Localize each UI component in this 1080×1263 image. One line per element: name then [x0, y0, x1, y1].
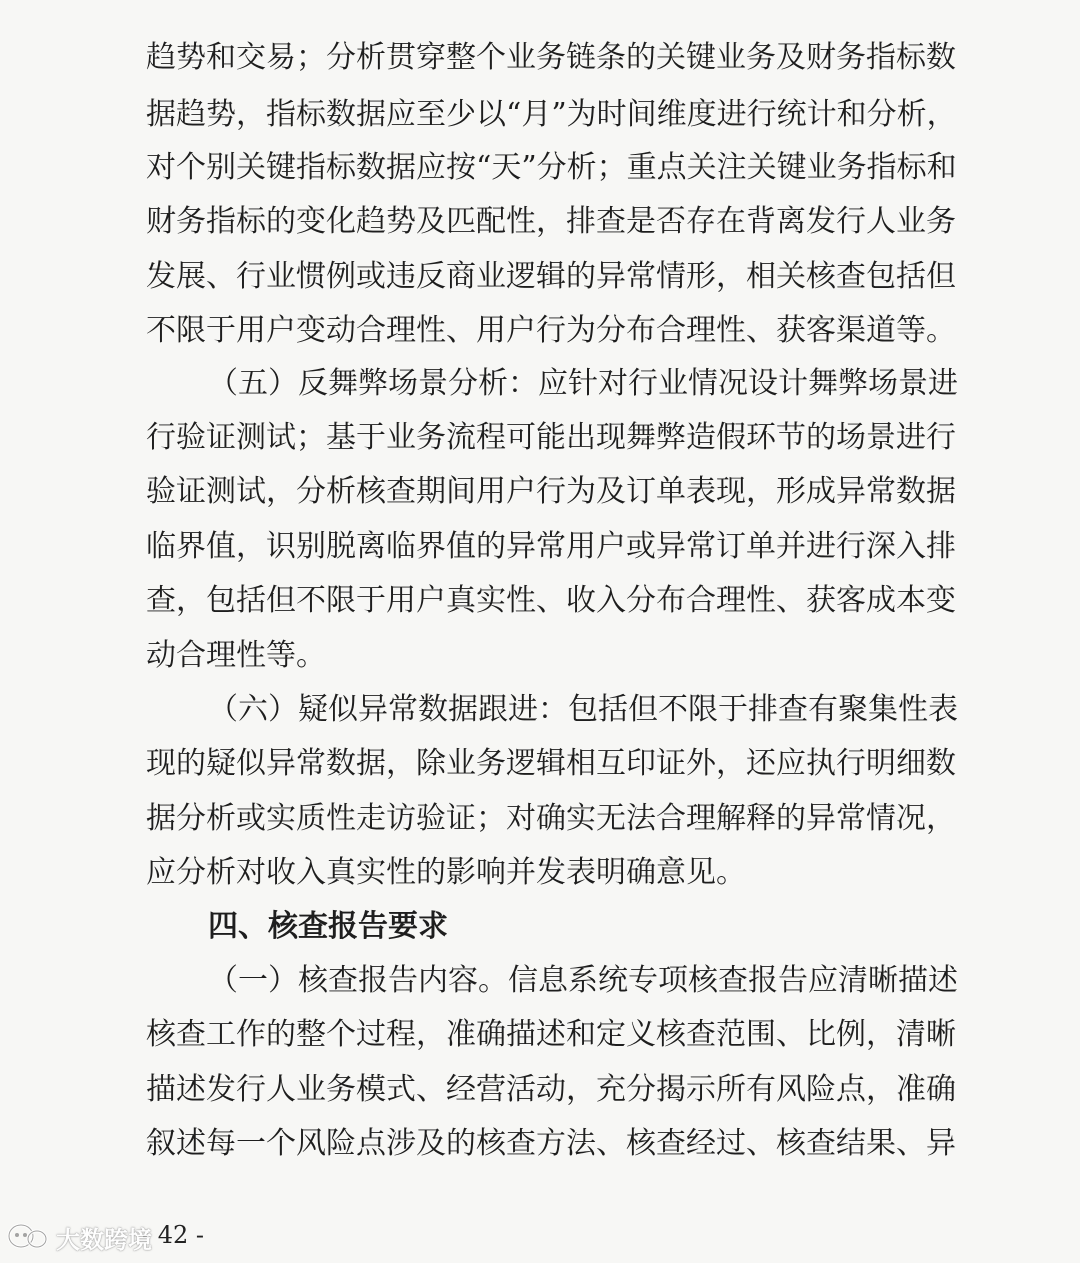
watermark: [6, 1220, 152, 1254]
text-line: 描述发行人业务模式、经营活动，充分揭示所有风险点，准确: [146, 1072, 956, 1107]
text-line: 核查工作的整个过程，准确描述和定义核查范围、比例，清晰: [146, 1017, 956, 1052]
text-line: 对个别关键指标数据应按“天”分析；重点关注关键业务指标和: [146, 150, 957, 185]
text-line: 发展、行业惯例或违反商业逻辑的异常情形，相关核查包括但: [146, 259, 956, 294]
text-line: 现的疑似异常数据，除业务逻辑相互印证外，还应执行明细数: [146, 746, 956, 781]
text-line: 不限于用户变动合理性、用户行为分布合理性、获客渠道等。: [146, 313, 956, 348]
section-five-first-line: （五）反舞弊场景分析：应针对行业情况设计舞弊场景进: [208, 366, 958, 401]
text-line: 动合理性等。: [146, 638, 326, 673]
section-six-first-line: （六）疑似异常数据跟进：包括但不限于排查有聚集性表: [208, 692, 958, 727]
text-line: 叙述每一个风险点涉及的核查方法、核查经过、核查结果、异: [146, 1126, 956, 1161]
text-line: 临界值，识别脱离临界值的异常用户或异常订单并进行深入排: [146, 529, 956, 564]
watermark-logo-icon: [6, 1221, 50, 1253]
text-line: 财务指标的变化趋势及匹配性，排查是否存在背离发行人业务: [146, 204, 956, 239]
text-line: 据趋势，指标数据应至少以“月”为时间维度进行统计和分析，: [146, 97, 957, 132]
text-line: 验证测试，分析核查期间用户行为及订单表现，形成异常数据: [146, 474, 956, 509]
subsection-one-first-line: （一）核查报告内容。信息系统专项核查报告应清晰描述: [208, 963, 958, 998]
text-line: 趋势和交易；分析贯穿整个业务链条的关键业务及财务指标数: [146, 40, 956, 75]
text-line: 行验证测试；基于业务流程可能出现舞弊造假环节的场景进行: [146, 420, 956, 455]
text-line: 查，包括但不限于用户真实性、收入分布合理性、获客成本变: [146, 583, 956, 618]
section-heading: 四、核查报告要求: [208, 909, 448, 944]
watermark-text: 大数跨境: [56, 1225, 152, 1254]
page-number: - 42 -: [142, 1221, 205, 1249]
text-line: 据分析或实质性走访验证；对确实无法合理解释的异常情况，: [146, 801, 956, 836]
text-line: 应分析对收入真实性的影响并发表明确意见。: [146, 855, 746, 890]
